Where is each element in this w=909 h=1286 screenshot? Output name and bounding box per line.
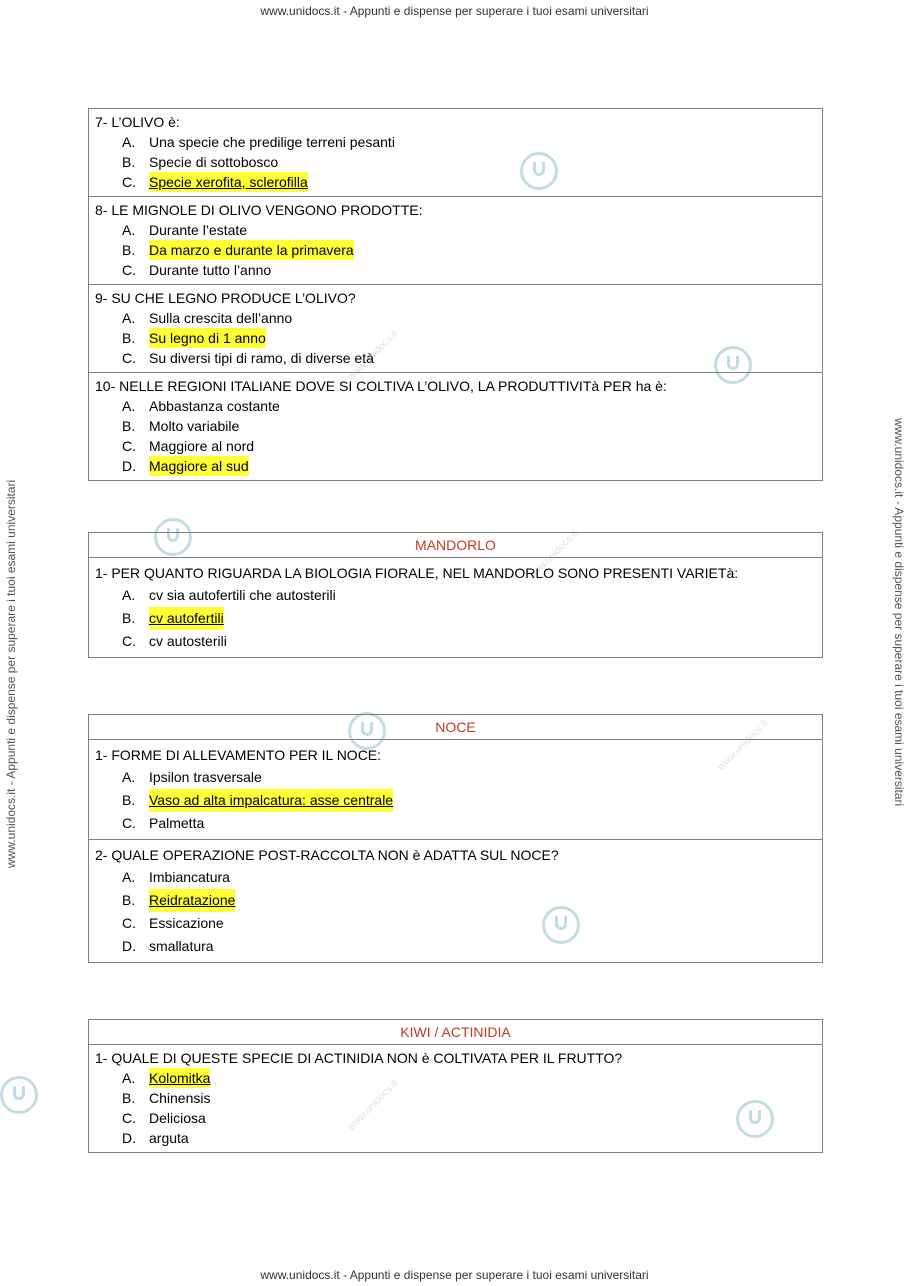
answer-option: C. cv autosterili bbox=[122, 633, 227, 649]
answer-option: C. Essicazione bbox=[122, 915, 224, 931]
question-row bbox=[89, 1045, 823, 1153]
answer-option: D. smallatura bbox=[122, 938, 214, 954]
question-title: 8- LE MIGNOLE DI OLIVO VENGONO PRODOTTE: bbox=[95, 202, 423, 218]
answer-option-correct: A. Kolomitka bbox=[122, 1070, 211, 1086]
question-row bbox=[89, 558, 823, 658]
answer-option-correct: B. Reidratazione bbox=[122, 889, 816, 912]
answer-option: A. cv sia autofertili che autosterili bbox=[122, 587, 336, 603]
question-title: 1- QUALE DI QUESTE SPECIE DI ACTINIDIA NON è COLTIVATA PER IL FRUTTO? bbox=[95, 1050, 623, 1066]
section-title: KIWI / ACTINIDIA bbox=[89, 1020, 823, 1045]
highlighted-answer: Vaso ad alta impalcatura: asse centrale bbox=[149, 789, 393, 812]
kiwi-question-table bbox=[88, 1019, 823, 1153]
answer-option: C. Durante tutto l’anno bbox=[122, 262, 272, 278]
question-title: 7- L’OLIVO è: bbox=[95, 114, 180, 130]
answer-option: A. Durante l’estate bbox=[122, 222, 248, 238]
answer-option-correct: B. Da marzo e durante la primavera bbox=[122, 242, 354, 258]
answer-option: A. Sulla crescita dell’anno bbox=[122, 310, 293, 326]
answer-option: A. Una specie che predilige terreni pesanti bbox=[122, 134, 395, 150]
question-title: 1- FORME DI ALLEVAMENTO PER IL NOCE: bbox=[95, 747, 382, 763]
page-header-watermark: www.unidocs.it - Appunti e dispense per superare i tuoi esami universitari bbox=[260, 4, 649, 18]
question-row bbox=[89, 197, 823, 285]
answer-option: C. Maggiore al nord bbox=[122, 438, 255, 454]
question-row bbox=[89, 285, 823, 373]
unidocs-logo-icon bbox=[0, 1076, 38, 1114]
unidocs-small-watermark: www.unidocs.it bbox=[525, 528, 581, 583]
highlighted-answer: Su legno di 1 anno bbox=[149, 330, 266, 346]
question-title: 1- PER QUANTO RIGUARDA LA BIOLOGIA FIORALE, NEL MANDORLO SONO PRESENTI VARIETà: bbox=[95, 565, 739, 581]
unidocs-small-watermark: www.unidocs.it bbox=[345, 1078, 401, 1133]
olivo-question-table bbox=[88, 108, 823, 481]
left-side-watermark: www.unidocs.it - Appunti e dispense per superare i tuoi esami universitari bbox=[4, 479, 18, 868]
answer-option: A. Ipsilon trasversale bbox=[122, 769, 262, 785]
answer-option: B. Chinensis bbox=[122, 1090, 211, 1106]
mandorlo-question-table bbox=[88, 532, 823, 658]
question-row bbox=[89, 373, 823, 481]
answer-option-correct: D. Maggiore al sud bbox=[122, 458, 249, 474]
highlighted-answer: Specie xerofita, sclerofilla bbox=[149, 174, 308, 190]
noce-question-table bbox=[88, 714, 823, 963]
question-title: 9- SU CHE LEGNO PRODUCE L’OLIVO? bbox=[95, 290, 356, 306]
answer-option: B. Molto variabile bbox=[122, 418, 240, 434]
question-row bbox=[89, 740, 823, 840]
answer-option: C. Palmetta bbox=[122, 815, 205, 831]
answer-option-correct: B. cv autofertili bbox=[122, 607, 816, 630]
page-footer-watermark: www.unidocs.it - Appunti e dispense per superare i tuoi esami universitari bbox=[260, 1268, 649, 1282]
highlighted-answer: Maggiore al sud bbox=[149, 458, 249, 474]
answer-option: B. Specie di sottobosco bbox=[122, 154, 279, 170]
answer-option: D. arguta bbox=[122, 1130, 189, 1146]
unidocs-small-watermark: www.unidocs.it bbox=[715, 718, 771, 773]
section-title: MANDORLO bbox=[89, 533, 823, 558]
highlighted-answer: cv autofertili bbox=[149, 607, 224, 630]
answer-option: C. Deliciosa bbox=[122, 1110, 206, 1126]
answer-option: A. Imbiancatura bbox=[122, 869, 230, 885]
highlighted-answer: Kolomitka bbox=[149, 1070, 211, 1086]
question-row bbox=[89, 840, 823, 963]
highlighted-answer: Reidratazione bbox=[149, 889, 235, 912]
answer-option: C. Su diversi tipi di ramo, di diverse età bbox=[122, 350, 374, 366]
right-side-watermark: www.unidocs.it - Appunti e dispense per superare i tuoi esami universitari bbox=[892, 418, 906, 807]
unidocs-small-watermark: www.unidocs.it bbox=[345, 328, 401, 383]
answer-option: A. Abbastanza costante bbox=[122, 398, 280, 414]
answer-option-correct: B. Su legno di 1 anno bbox=[122, 330, 266, 346]
highlighted-answer: Da marzo e durante la primavera bbox=[149, 242, 354, 258]
answer-option-correct: B. Vaso ad alta impalcatura: asse centrale bbox=[122, 789, 816, 812]
question-title: 10- NELLE REGIONI ITALIANE DOVE SI COLTIVA L’OLIVO, LA PRODUTTIVITà PER ha è: bbox=[95, 378, 667, 394]
section-title: NOCE bbox=[89, 715, 823, 740]
answer-option-correct: C. Specie xerofita, sclerofilla bbox=[122, 174, 308, 190]
question-title: 2- QUALE OPERAZIONE POST-RACCOLTA NON è ADATTA SUL NOCE? bbox=[95, 847, 559, 863]
question-row bbox=[89, 109, 823, 197]
